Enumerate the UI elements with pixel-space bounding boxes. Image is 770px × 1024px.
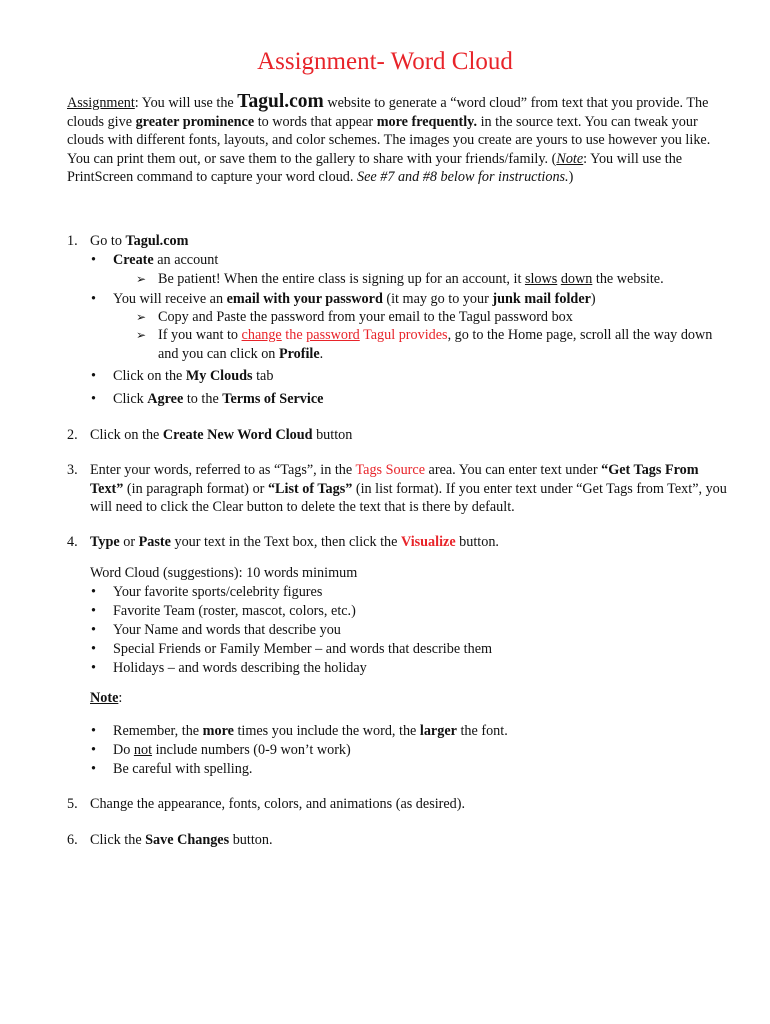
intro-bold: more frequently.	[376, 113, 478, 130]
bullet-icon: •	[91, 252, 96, 268]
page-title: Assignment- Word Cloud	[257, 48, 513, 75]
note-heading: Note:	[90, 690, 123, 706]
intro-text: : You will use the PrintScreen command to capture your word cloud.	[67, 150, 683, 185]
bullet-icon: •	[91, 584, 96, 600]
intro-text: : You will use the	[134, 95, 238, 111]
bullet-icon: •	[91, 603, 96, 619]
intro-text: to words that appear	[254, 113, 377, 130]
bullet-icon: •	[91, 368, 96, 384]
step-text: Enter your words, referred to as “Tags”, in the Tags Source area. You can enter text under “Get Tags From Text” (in paragraph format) or “List of Tags” (in list format). If you enter text under “Get Tags from Text”, you will need to click the Clear button to delete the text that is there by default.	[90, 462, 727, 515]
step-number: 4.	[67, 534, 78, 550]
step-text: Go to Tagul.com	[90, 233, 189, 249]
bullet-icon: •	[91, 622, 96, 638]
intro-paragraph	[67, 93, 727, 187]
step-number: 2.	[67, 427, 78, 443]
suggestions-heading: Word Cloud (suggestions): 10 words minimum	[90, 565, 358, 581]
step-text: Click the Save Changes button.	[90, 832, 273, 848]
assignment-label: Assignment	[67, 95, 135, 111]
step-number: 5.	[67, 796, 78, 812]
bullet-icon: •	[91, 723, 96, 739]
bullet-icon: •	[91, 391, 96, 407]
document-page: Assignment- Word Cloud Assignment: You will use the Tagul.com website to generate a “word cloud” from text that you provide. The clouds give greater prominence to words that appear more frequently. in the source text. You can tweak your clouds with different fonts, layouts, and color schemes. The images you create are yours to use however you like. You can print them out, or save them to the gallery to share with your friends/family. (Note: You will use the PrintScreen command to capture your word cloud. See #7 and #8 below for instructions.) 1. Go to Tagul.com • Create an account ➢ Be patient! When the entire class is signing up for an account, it slows down the website. • You will receive an email with your password (it may go to your junk mail folder) ➢ Copy and Paste the password from your email to the Tagul password box ➢ If you want to change the password Tagul provides, go to the Home page, scroll all the way down and you can click on Profile. • Click on the My Clouds tab • Click Agree to the Terms of Service 2. Click on the Create New Word Cloud button 3. Enter your words, referred to as “Tags”, in the Tags Source area. You can enter text under “Get Tags From Text” (in paragraph format) or “List of Tags” (in list format). If you enter text under “Get Tags from Text”, you will need to click the Clear button to delete the text that is there by default. 4. Type or Paste your text in the Text box, then click the Visualize button. Word Cloud (suggestions): 10 words minimum • Your favorite sports/celebrity figures • Favorite Team (roster, mascot, colors, etc.) • Your Name and words that describe you • Special Friends or Family Member – and words that describe them • Holidays – and words describing the holiday Note: • Remember, the more times you include the word, the larger the font. • Do not include numbers (0-9 won’t work) • Be careful with spelling. 5. Change the appearance, fonts, colors, and animations (as desired). 6. Click the Save Changes button.	[0, 0, 770, 1024]
arrow-bullet-icon: ➢	[136, 310, 147, 324]
step-number: 3.	[67, 462, 78, 478]
intro-text: in the source text. You can tweak your clouds with different fonts, layouts, and color schemes. The images you create are yours to use however you like. You can print them out, or save them to the gallery to share with your friends/family. (	[67, 113, 711, 167]
intro-text: )	[568, 169, 574, 185]
bullet-icon: •	[91, 742, 96, 758]
bullet-icon: •	[91, 761, 96, 777]
tagul-site-name: Tagul.com	[237, 91, 324, 112]
step-text: Type or Paste your text in the Text box, then click the Visualize button.	[90, 534, 499, 550]
arrow-bullet-icon: ➢	[136, 328, 147, 342]
intro-italic: See #7 and #8 below for instructions.	[356, 169, 569, 185]
intro-bold: greater prominence	[135, 113, 255, 130]
step-number: 1.	[67, 233, 78, 249]
bullet-icon: •	[91, 291, 96, 307]
step-text: Change the appearance, fonts, colors, and animations (as desired).	[90, 796, 466, 812]
bullet-icon: •	[91, 660, 96, 676]
intro-text: website to generate a “word cloud” from text that you provide. The clouds give	[67, 95, 709, 130]
step-text: Click on the Create New Word Cloud button	[90, 427, 353, 443]
bullet-icon: •	[91, 641, 96, 657]
intro-note-label: Note	[556, 150, 584, 167]
step-number: 6.	[67, 832, 78, 848]
arrow-bullet-icon: ➢	[136, 272, 147, 286]
